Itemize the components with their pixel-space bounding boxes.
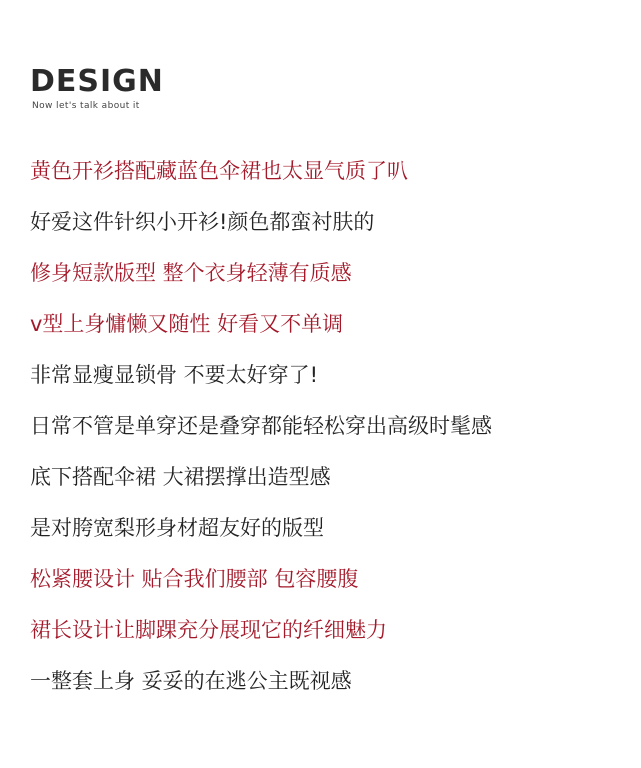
description-line: v型上身慵懒又随性 好看又不单调 [30, 312, 344, 336]
description-line: 黄色开衫搭配藏蓝色伞裙也太显气质了叭 [30, 159, 408, 183]
description-line: 一整套上身 妥妥的在逃公主既视感 [30, 669, 352, 693]
description-line: 底下搭配伞裙 大裙摆撑出造型感 [30, 465, 331, 489]
header [30, 66, 164, 111]
description-line: 好爱这件针织小开衫!颜色都蛮衬肤的 [30, 210, 375, 234]
description-line: 裙长设计让脚踝充分展现它的纤细魅力 [30, 618, 387, 642]
page-title: DESIGN [30, 64, 164, 99]
description-line: 修身短款版型 整个衣身轻薄有质感 [30, 261, 352, 285]
description-line: 松紧腰设计 贴合我们腰部 包容腰腹 [30, 567, 359, 591]
description-line: 日常不管是单穿还是叠穿都能轻松穿出高级时髦感 [30, 414, 492, 438]
description-line: 非常显瘦显锁骨 不要太好穿了! [30, 363, 319, 387]
description-list [30, 154, 630, 715]
description-line: 是对胯宽梨形身材超友好的版型 [30, 516, 324, 540]
page-subtitle: Now let's talk about it [32, 101, 140, 111]
